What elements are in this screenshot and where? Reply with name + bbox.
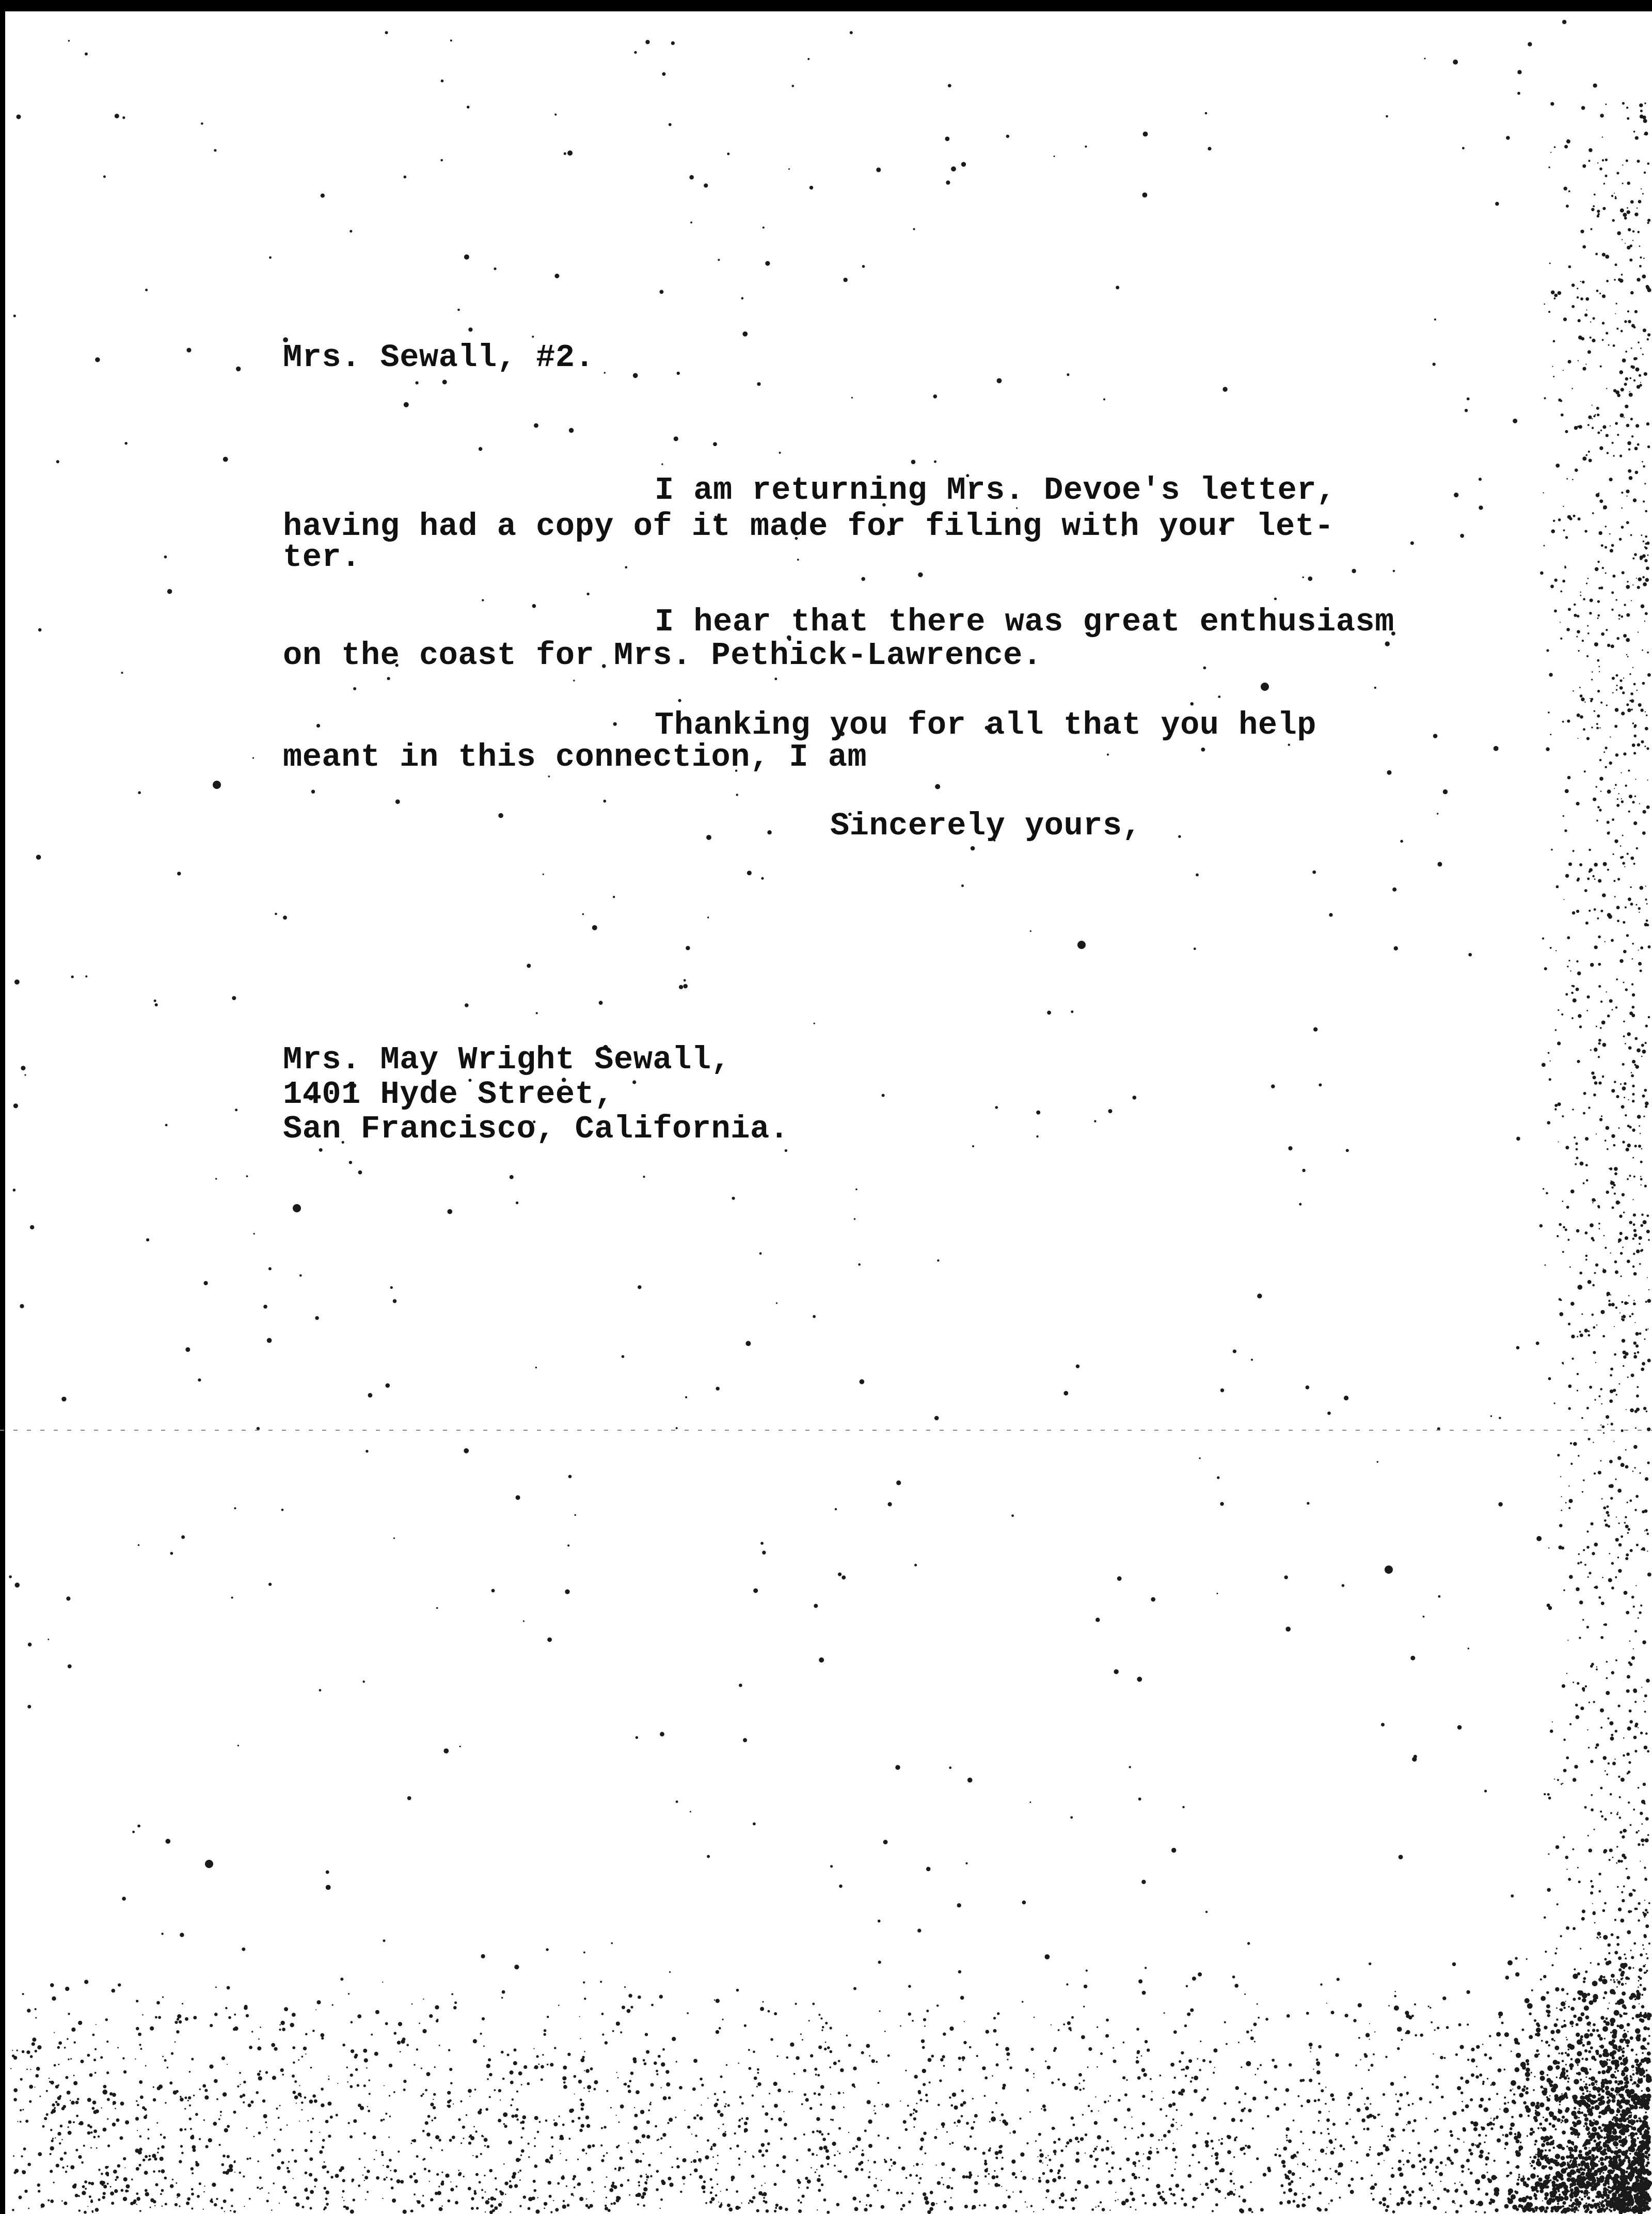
- paragraph-1-line-1: I am returning Mrs. Devoe's letter,: [655, 472, 1336, 509]
- paragraph-1-line-2: having had a copy of it made for filing with your let-: [283, 508, 1335, 545]
- paragraph-2-line-2: on the coast for Mrs. Pethick-Lawrence.: [283, 637, 1042, 674]
- paragraph-3-line-2: meant in this connection, I am: [283, 739, 867, 776]
- page-header: Mrs. Sewall, #2.: [283, 339, 595, 376]
- recipient-name: Mrs. May Wright Sewall,: [283, 1041, 731, 1078]
- paragraph-1-line-3: ter.: [283, 539, 361, 576]
- recipient-city: San Francisco, California.: [283, 1111, 789, 1147]
- paragraph-2-line-1: I hear that there was great enthusiasm: [655, 604, 1394, 640]
- closing: Sincerely yours,: [830, 808, 1142, 844]
- paragraph-3-line-1: Thanking you for all that you help: [655, 707, 1317, 744]
- recipient-street: 1401 Hyde Street,: [283, 1076, 614, 1113]
